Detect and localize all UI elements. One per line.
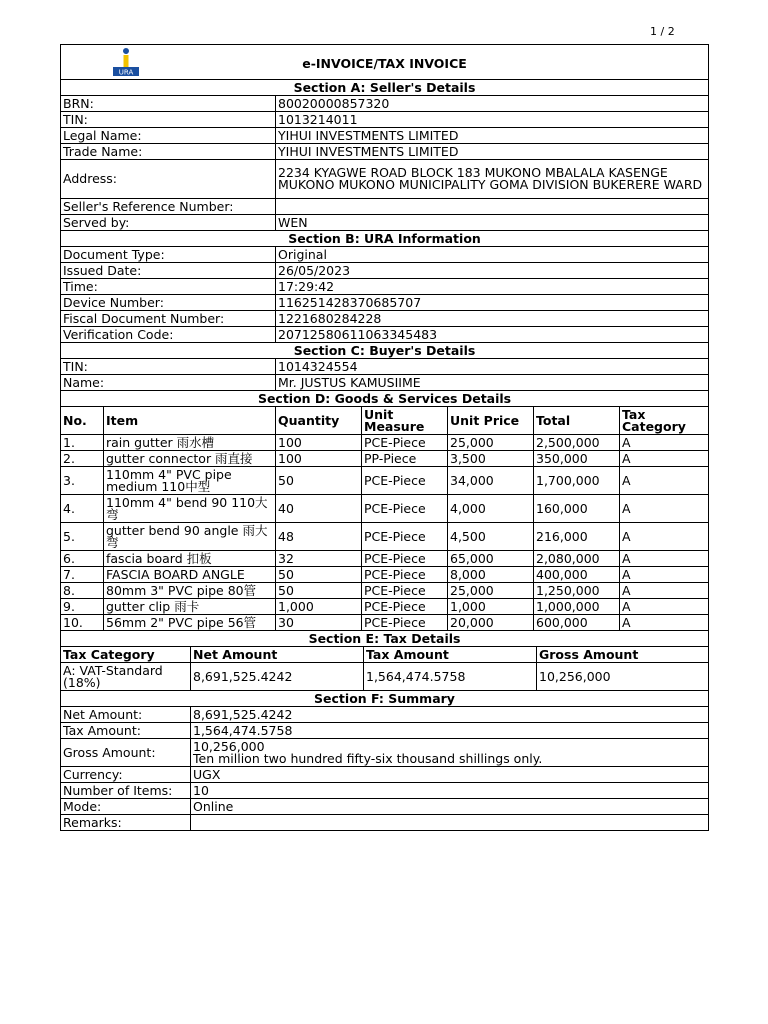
table-cell: 8. — [61, 583, 104, 599]
field-value — [191, 815, 709, 831]
table-cell: 1,000,000 — [534, 599, 620, 615]
table-cell: A — [620, 567, 709, 583]
seller-row — [61, 144, 709, 160]
table-cell: 3,500 — [448, 451, 534, 467]
field-value: 10 — [191, 783, 709, 799]
section-d-heading: Section D: Goods & Services Details — [61, 391, 709, 407]
table-cell: 1,000 — [448, 599, 534, 615]
address-value: 2234 KYAGWE ROAD BLOCK 183 MUKONO MBALALA KASENGE MUKONO MUKONO MUNICIPALITY GOMA DIVISION BUKERERE WARD — [276, 160, 709, 199]
invoice-header-table — [60, 44, 709, 391]
seller-row — [61, 160, 709, 199]
field-label: Trade Name: — [61, 144, 276, 160]
table-cell: PCE-Piece — [362, 435, 448, 451]
ura-info-row — [61, 263, 709, 279]
column-header: Unit Measure — [362, 407, 448, 435]
field-value: 8,691,525.4242 — [191, 707, 709, 723]
table-cell: 80mm 3" PVC pipe 80管 — [104, 583, 276, 599]
field-label: Gross Amount: — [61, 739, 191, 767]
tax-row — [61, 663, 709, 691]
summary-row — [61, 799, 709, 815]
table-row — [61, 451, 709, 467]
tax-header-row — [61, 647, 709, 663]
field-value: Original — [276, 247, 709, 263]
field-value — [276, 199, 709, 215]
table-cell: 4,500 — [448, 523, 534, 551]
field-label: BRN: — [61, 96, 276, 112]
table-cell: 600,000 — [534, 615, 620, 631]
field-value: YIHUI INVESTMENTS LIMITED — [276, 144, 709, 160]
table-cell: PP-Piece — [362, 451, 448, 467]
seller-row — [61, 112, 709, 128]
field-label: Address: — [61, 160, 276, 199]
table-cell: 2,500,000 — [534, 435, 620, 451]
table-cell: 65,000 — [448, 551, 534, 567]
table-cell: FASCIA BOARD ANGLE — [104, 567, 276, 583]
table-cell: PCE-Piece — [362, 467, 448, 495]
field-label: Remarks: — [61, 815, 191, 831]
goods-header-row — [61, 407, 709, 435]
column-header: Unit Price — [448, 407, 534, 435]
field-value: 26/05/2023 — [276, 263, 709, 279]
table-cell: A — [620, 551, 709, 567]
gross-amount-value — [191, 739, 709, 767]
table-cell: 34,000 — [448, 467, 534, 495]
summary-row — [61, 739, 709, 767]
table-cell: 3. — [61, 467, 104, 495]
column-header: Total — [534, 407, 620, 435]
table-cell: 50 — [276, 467, 362, 495]
section-a-heading: Section A: Seller's Details — [61, 80, 709, 96]
field-label: Fiscal Document Number: — [61, 311, 276, 327]
logo-text: URA — [118, 68, 134, 77]
table-cell: 400,000 — [534, 567, 620, 583]
column-header: Gross Amount — [537, 647, 709, 663]
page-number: 1 / 2 — [650, 25, 675, 38]
title-cell — [61, 45, 709, 80]
table-cell: 6. — [61, 551, 104, 567]
table-cell: gutter connector 雨直接 — [104, 451, 276, 467]
table-cell: PCE-Piece — [362, 495, 448, 523]
table-cell: A — [620, 583, 709, 599]
table-cell: A: VAT-Standard (18%) — [61, 663, 191, 691]
table-cell: PCE-Piece — [362, 615, 448, 631]
field-value: 20712580611063345483 — [276, 327, 709, 343]
ura-info-row — [61, 311, 709, 327]
table-cell: 2,080,000 — [534, 551, 620, 567]
field-label: TIN: — [61, 359, 276, 375]
table-cell: 50 — [276, 567, 362, 583]
invoice-title: e-INVOICE/TAX INVOICE — [302, 56, 467, 71]
gross-amount-figure: 10,256,000 — [193, 738, 265, 754]
invoice-sheet — [60, 44, 708, 831]
table-cell: 56mm 2" PVC pipe 56管 — [104, 615, 276, 631]
table-row — [61, 583, 709, 599]
ura-info-row — [61, 327, 709, 343]
table-cell: 7. — [61, 567, 104, 583]
column-header: Item — [104, 407, 276, 435]
table-cell: 10,256,000 — [537, 663, 709, 691]
table-cell: 50 — [276, 583, 362, 599]
column-header: Quantity — [276, 407, 362, 435]
field-label: Document Type: — [61, 247, 276, 263]
field-value: Mr. JUSTUS KAMUSIIME — [276, 375, 709, 391]
table-row — [61, 495, 709, 523]
table-cell: 1,250,000 — [534, 583, 620, 599]
summary-row — [61, 815, 709, 831]
table-cell: 216,000 — [534, 523, 620, 551]
table-cell: PCE-Piece — [362, 583, 448, 599]
field-value: UGX — [191, 767, 709, 783]
table-cell: 1,564,474.5758 — [364, 663, 537, 691]
field-label: Currency: — [61, 767, 191, 783]
summary-table — [60, 691, 709, 831]
table-cell: 4. — [61, 495, 104, 523]
table-row — [61, 567, 709, 583]
table-cell: PCE-Piece — [362, 599, 448, 615]
buyer-row — [61, 375, 709, 391]
seller-row — [61, 215, 709, 231]
field-label: Tax Amount: — [61, 723, 191, 739]
section-e-heading: Section E: Tax Details — [61, 631, 709, 647]
field-label: Served by: — [61, 215, 276, 231]
table-cell: A — [620, 435, 709, 451]
table-cell: 110mm 4" bend 90 110大弯 — [104, 495, 276, 523]
field-label: Number of Items: — [61, 783, 191, 799]
table-cell: 48 — [276, 523, 362, 551]
field-value: YIHUI INVESTMENTS LIMITED — [276, 128, 709, 144]
column-header: Tax Category — [61, 647, 191, 663]
ura-logo-icon — [111, 47, 141, 77]
field-value: 116251428370685707 — [276, 295, 709, 311]
table-cell: A — [620, 599, 709, 615]
summary-row — [61, 767, 709, 783]
table-cell: 32 — [276, 551, 362, 567]
table-cell: 350,000 — [534, 451, 620, 467]
tax-table — [60, 631, 709, 691]
column-header: Tax Amount — [364, 647, 537, 663]
table-cell: 20,000 — [448, 615, 534, 631]
field-label: Verification Code: — [61, 327, 276, 343]
table-row — [61, 615, 709, 631]
table-row — [61, 551, 709, 567]
table-cell: 30 — [276, 615, 362, 631]
field-value: 1013214011 — [276, 112, 709, 128]
table-cell: A — [620, 451, 709, 467]
table-cell: fascia board 扣板 — [104, 551, 276, 567]
ura-info-row — [61, 279, 709, 295]
table-cell: 8,691,525.4242 — [191, 663, 364, 691]
field-label: TIN: — [61, 112, 276, 128]
field-value: 1,564,474.5758 — [191, 723, 709, 739]
table-cell: 25,000 — [448, 583, 534, 599]
field-label: Name: — [61, 375, 276, 391]
table-cell: 1,000 — [276, 599, 362, 615]
summary-row — [61, 707, 709, 723]
table-row — [61, 435, 709, 451]
table-cell: 4,000 — [448, 495, 534, 523]
table-cell: 110mm 4" PVC pipe medium 110中型 — [104, 467, 276, 495]
table-cell: 100 — [276, 435, 362, 451]
table-cell: 1,700,000 — [534, 467, 620, 495]
field-value: 1014324554 — [276, 359, 709, 375]
table-row — [61, 523, 709, 551]
field-value: 1221680284228 — [276, 311, 709, 327]
table-cell: 9. — [61, 599, 104, 615]
section-b-heading: Section B: URA Information — [61, 231, 709, 247]
ura-info-row — [61, 247, 709, 263]
seller-row — [61, 96, 709, 112]
field-label: Legal Name: — [61, 128, 276, 144]
column-header: Net Amount — [191, 647, 364, 663]
table-cell: 160,000 — [534, 495, 620, 523]
table-cell: 25,000 — [448, 435, 534, 451]
field-value: Online — [191, 799, 709, 815]
table-row — [61, 599, 709, 615]
ura-info-row — [61, 295, 709, 311]
table-cell: 8,000 — [448, 567, 534, 583]
table-row — [61, 467, 709, 495]
buyer-row — [61, 359, 709, 375]
field-label: Net Amount: — [61, 707, 191, 723]
field-value: WEN — [276, 215, 709, 231]
table-cell: 1. — [61, 435, 104, 451]
field-value: 17:29:42 — [276, 279, 709, 295]
table-cell: gutter bend 90 angle 雨大弯 — [104, 523, 276, 551]
goods-table — [60, 391, 709, 631]
section-c-heading: Section C: Buyer's Details — [61, 343, 709, 359]
summary-row — [61, 783, 709, 799]
table-cell: A — [620, 495, 709, 523]
table-cell: PCE-Piece — [362, 523, 448, 551]
table-cell: A — [620, 615, 709, 631]
seller-row — [61, 199, 709, 215]
table-cell: 40 — [276, 495, 362, 523]
table-cell: 5. — [61, 523, 104, 551]
table-cell: 100 — [276, 451, 362, 467]
table-cell: 10. — [61, 615, 104, 631]
table-cell: PCE-Piece — [362, 551, 448, 567]
table-cell: 2. — [61, 451, 104, 467]
section-f-heading: Section F: Summary — [61, 691, 709, 707]
column-header: No. — [61, 407, 104, 435]
field-label: Mode: — [61, 799, 191, 815]
field-label: Device Number: — [61, 295, 276, 311]
field-value: 80020000857320 — [276, 96, 709, 112]
column-header: Tax Category — [620, 407, 709, 435]
field-label: Seller's Reference Number: — [61, 199, 276, 215]
gross-amount-words: Ten million two hundred fifty-six thousand shillings only. — [193, 750, 543, 766]
summary-row — [61, 723, 709, 739]
table-cell: A — [620, 467, 709, 495]
table-cell: gutter clip 雨卡 — [104, 599, 276, 615]
field-label: Issued Date: — [61, 263, 276, 279]
table-cell: PCE-Piece — [362, 567, 448, 583]
seller-row — [61, 128, 709, 144]
field-label: Time: — [61, 279, 276, 295]
table-cell: rain gutter 雨水槽 — [104, 435, 276, 451]
table-cell: A — [620, 523, 709, 551]
